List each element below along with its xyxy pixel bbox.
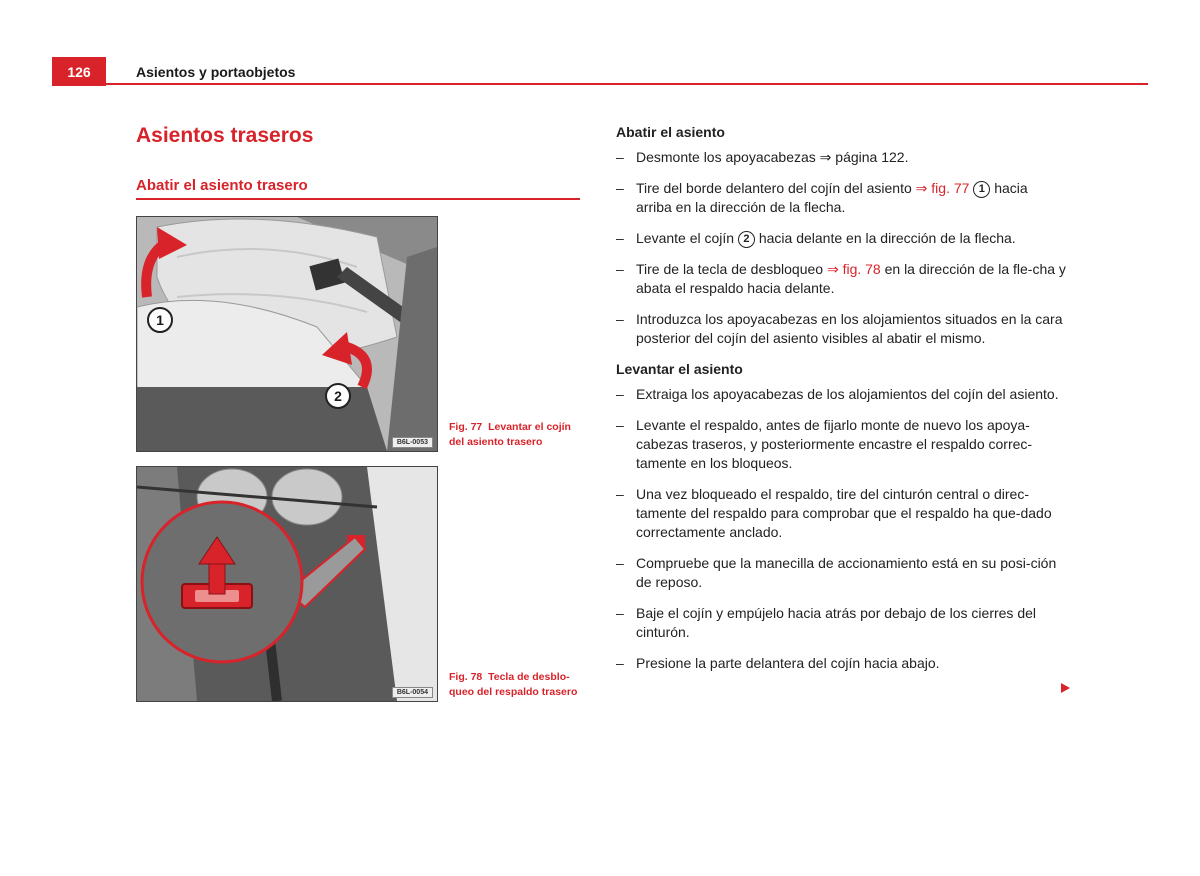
list-item: – Levante el respaldo, antes de fijarlo monte de nuevo los apoya-cabezas traseros, y posteriormente encastre el respaldo correc-tamente en los bloqueos. [616, 416, 1066, 473]
list-item [616, 179, 1066, 217]
step-text: hacia arriba en la dirección de la flecha. [636, 180, 1028, 215]
step-text: hacia delante en la dirección de la flecha. [754, 230, 1016, 246]
triangle-right-icon [1061, 683, 1070, 693]
list-item: – Compruebe que la manecilla de accionamiento está en su posi-ción de reposo. [616, 554, 1066, 592]
list-item [616, 260, 1066, 298]
abatir-steps [616, 148, 1066, 348]
instructions-column [616, 123, 1066, 685]
figure-reference-link[interactable]: ⇒ fig. 78 [826, 261, 881, 277]
release-button-illustration [137, 467, 437, 701]
callout-2: 2 [325, 383, 351, 409]
section-title: Asientos y portaobjetos [136, 64, 296, 80]
list-item: – Baje el cojín y empújelo hacia atrás por debajo de los cierres del cinturón. [616, 604, 1066, 642]
subsection-title: Abatir el asiento trasero [136, 177, 308, 194]
seat-cushion-illustration [137, 217, 437, 451]
step-text: Levante el cojín [636, 230, 738, 246]
step-text: Introduzca los apoyacabezas en los alojamientos situados en la cara posterior del cojín del asiento visibles al abatir el mismo. [636, 311, 1063, 346]
list-item: – Presione la parte delantera del cojín hacia abajo. [616, 654, 1066, 673]
caption-number: Fig. 78 [449, 671, 483, 683]
levantar-steps [616, 385, 1066, 673]
levantar-heading: Levantar el asiento [616, 361, 743, 377]
caption-text: Levantar el cojín del asiento trasero [449, 421, 571, 448]
figure-78-caption [449, 670, 584, 700]
figure-code: B6L-0053 [392, 437, 433, 448]
figure-reference-link[interactable]: ⇒ fig. 77 [915, 180, 970, 196]
abatir-heading: Abatir el asiento [616, 124, 725, 140]
figure-77-seat-cushion [136, 216, 438, 452]
page-title: Asientos traseros [136, 124, 314, 147]
figure-78-release-button [136, 466, 438, 702]
figure-77-caption [449, 420, 584, 450]
step-text: Tire del borde delantero del cojín del asiento [636, 180, 916, 196]
step-text: Desmonte los apoyacabezas ⇒ página 122. [636, 149, 909, 165]
callout-1-marker: 1 [973, 181, 990, 198]
header-rule [52, 83, 1148, 85]
list-item [616, 229, 1066, 248]
list-item: – Una vez bloqueado el respaldo, tire del cinturón central o direc-tamente del respaldo para comprobar que el respaldo ha que-dado correctamente anclado. [616, 485, 1066, 542]
list-item [616, 148, 1066, 167]
step-text: en la dirección de la fle-cha y abata el respaldo hacia delante. [636, 261, 1066, 296]
caption-number: Fig. 77 [449, 421, 483, 433]
step-text: Tire de la tecla de desbloqueo [636, 261, 827, 277]
subsection-rule [136, 198, 580, 200]
callout-2-marker: 2 [738, 231, 755, 248]
list-item: – Extraiga los apoyacabezas de los alojamientos del cojín del asiento. [616, 385, 1066, 404]
caption-text: Tecla de desblo-queo del respaldo trasero [449, 671, 578, 698]
page-number: 126 [52, 57, 106, 86]
figure-code: B6L-0054 [392, 687, 433, 698]
list-item [616, 310, 1066, 348]
callout-1: 1 [147, 307, 173, 333]
